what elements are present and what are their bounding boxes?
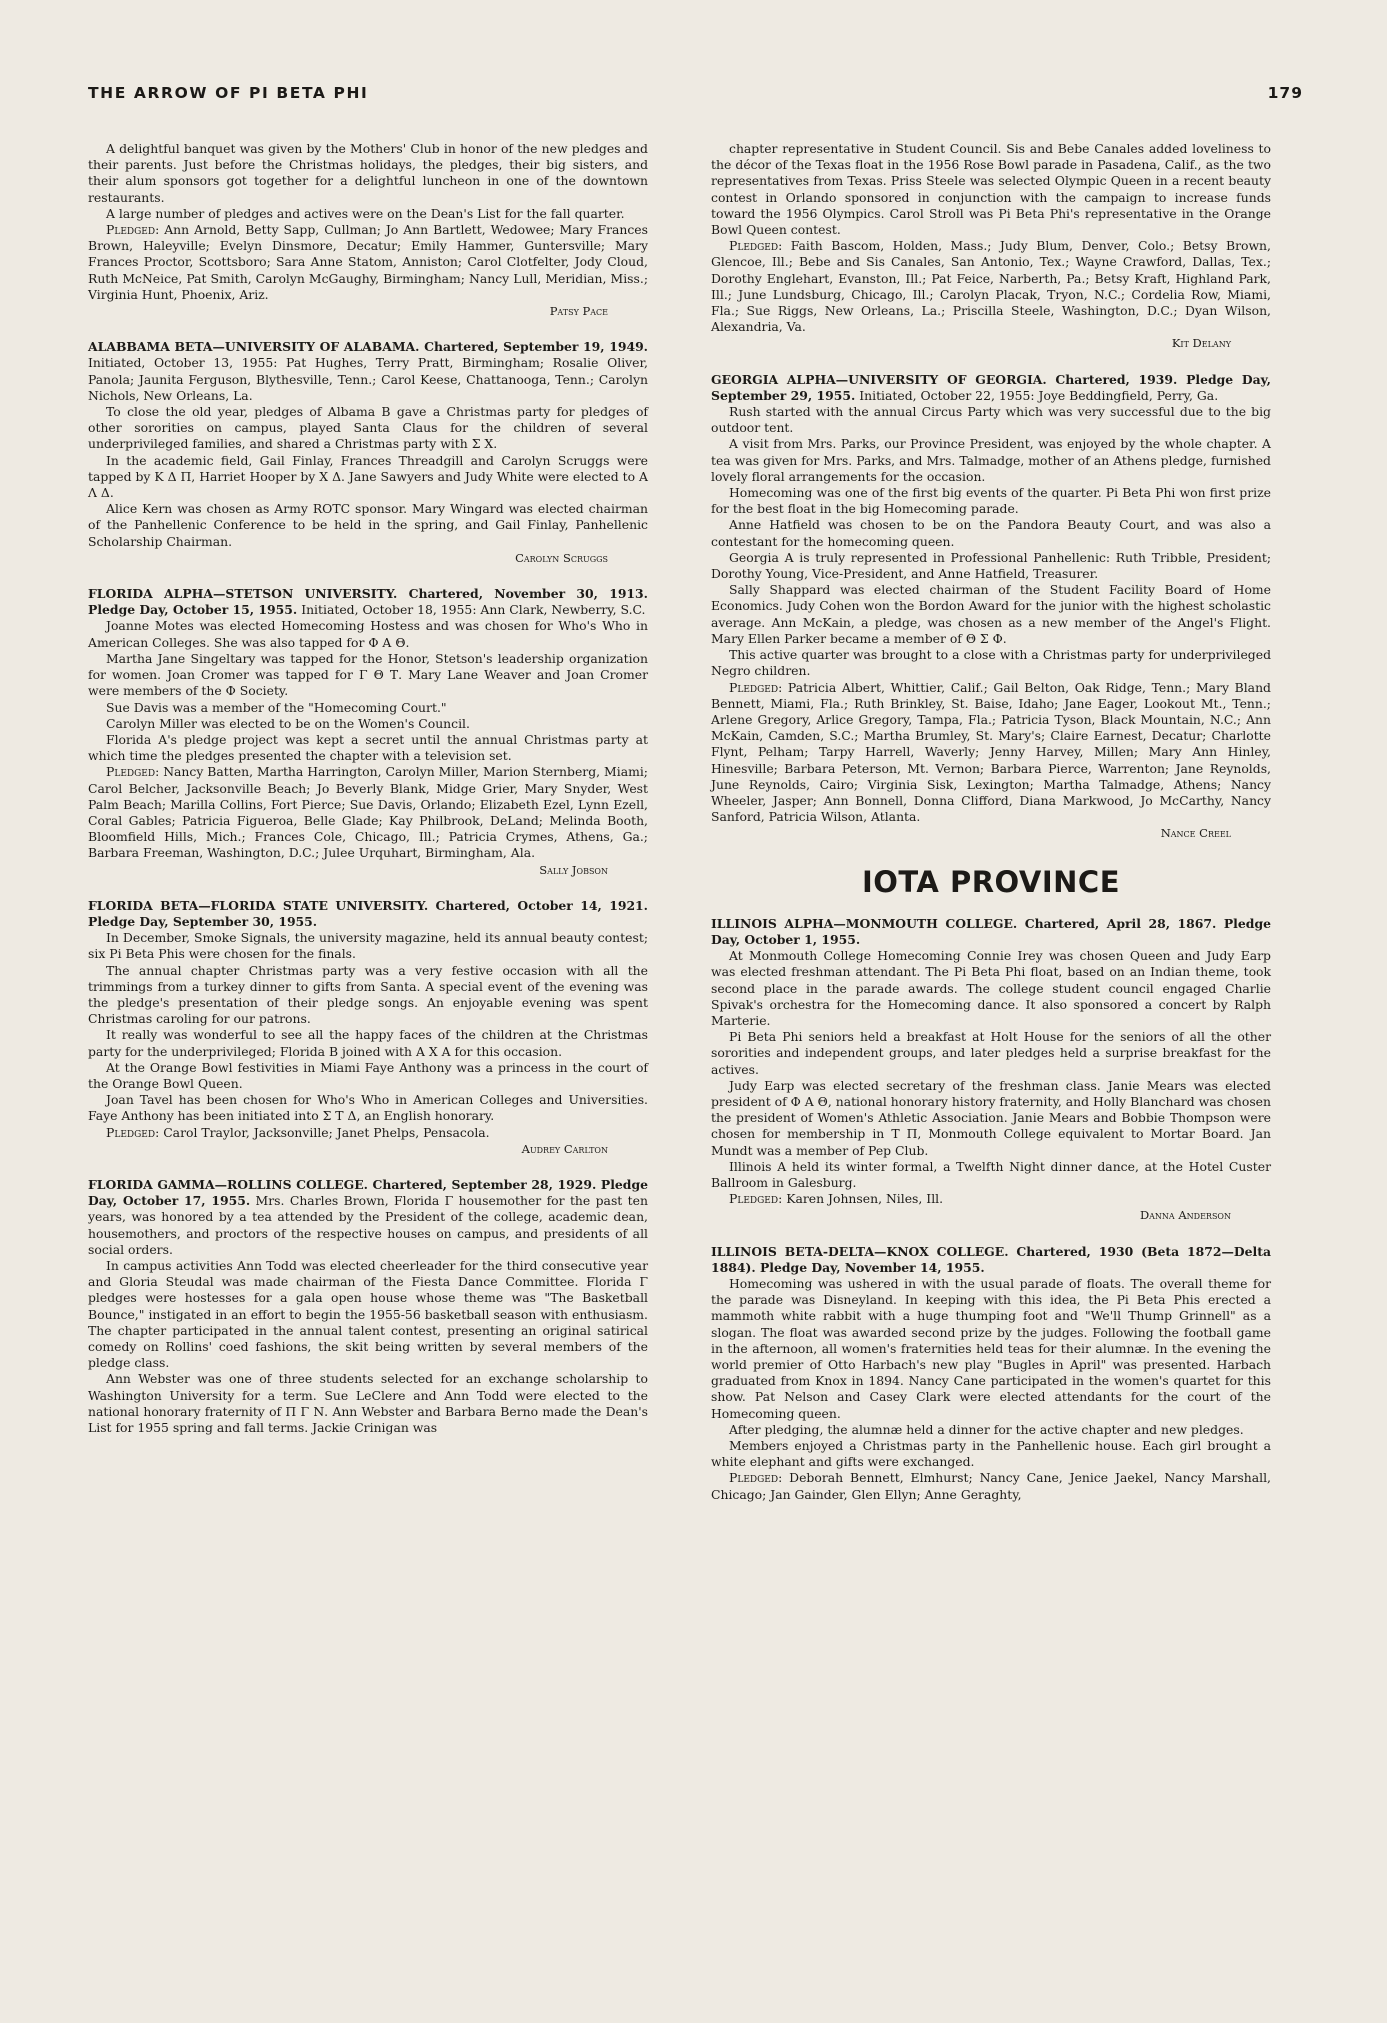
pledged-label: Pledged: [729, 1191, 783, 1207]
signature: Audrey Carlton [521, 1141, 608, 1156]
signature: Patsy Pace [549, 304, 608, 319]
paragraph [711, 485, 1271, 517]
paragraph-text: Joan Tavel has been chosen for Who's Who in American Colleges and Universities. Faye Anthony has been initiated into Σ Τ Δ, an English honorary. [88, 1092, 648, 1124]
paragraph [711, 1078, 1271, 1159]
paragraph [88, 1092, 648, 1124]
paragraph [711, 517, 1271, 549]
paragraph-text: At the Orange Bowl festivities in Miami Faye Anthony was a princess in the court of the Orange Bowl Queen. [88, 1059, 648, 1091]
paragraph-text: Nancy Batten, Martha Harrington, Carolyn Miller, Marion Sternberg, Miami; Carol Belcher, Jacksonville Beach; Jo Beverly Blank, Midge Grier, Mary Snyder, West Palm Beach; Marilla Collins, Fort Pierce; Sue Davis, Orlando; Elizabeth Ezel, Lynn Ezell, Coral Gables; Patricia Figueroa, Belle Glade; Kay Philbrook, DeLand; Melinda Booth, Bloomfield Hills, Mich.; Frances Cole, Chicago, Ill.; Patricia Crymes, Athens, Ga.; Barbara Freeman, Washington, D.C.; Julee Urquhart, Birmingham, Ala. [88, 764, 648, 861]
paragraph [88, 206, 648, 222]
chapter-heading [711, 916, 1271, 948]
paragraph [88, 732, 648, 764]
chapter-heading [711, 372, 1271, 404]
page-number: 179 [1267, 84, 1303, 102]
paragraph-text: Judy Earp was elected secretary of the freshman class. Janie Mears was elected president of Φ Α Θ, national honorary history fraternity, and Holly Blanchard was chosen the president of Women's Athletic Association. Janie Mears and Bobbie Thompson were chosen for membership in Τ Π, Monmouth College equivalent to Mortar Board. Jan Mundt was a member of Pep Club. [711, 1077, 1271, 1158]
paragraph [711, 550, 1271, 582]
running-header [88, 84, 1303, 110]
paragraph [88, 1060, 648, 1092]
paragraph-text: Florida A's pledge project was kept a secret until the annual Christmas party at which time the pledges presented the chapter with a television set. [88, 731, 648, 764]
paragraph [88, 1125, 648, 1141]
paragraph-text: Alice Kern was chosen as Army ROTC sponsor. Mary Wingard was elected chairman of the Panhellenic Conference to be held in the spring, and Gail Finlay, Panhellenic Scholarship Chairman. [88, 501, 648, 549]
paragraph-text: chapter representative in Student Council. Sis and Bebe Canales added loveliness to the décor of the Texas float in the 1956 Rose Bowl parade in Pasadena, Calif., as the two representatives from Texas. Priss Steele was selected Olympic Queen in a recent beauty contest in Orlando sponsored in conjunction with the campaign to increase funds toward the 1956 Olympics. Carol Stroll was Pi Beta Phi's representative in the Orange Bowl Queen contest. [711, 141, 1271, 238]
paragraph-text: Initiated, October 13, 1955: Pat Hughes, Terry Pratt, Birmingham; Rosalie Oliver, Panola; Jaunita Ferguson, Blythesville, Tenn.; Carol Keese, Chattanooga, Tenn.; Carolyn Nichols, New Orleans, La. [88, 355, 648, 403]
paragraph-text: Rush started with the annual Circus Party which was very successful due to the big outdoor tent. [711, 404, 1271, 436]
pledged-label: Pledged: [106, 1124, 160, 1140]
paragraph-text: Patricia Albert, Whittier, Calif.; Gail Belton, Oak Ridge, Tenn.; Mary Bland Bennett, Miami, Fla.; Ruth Brinkley, St. Baise, Idaho; Jane Eager, Lookout Mt., Tenn.; Arlene Gregory, Arlice Gregory, Tampa, Fla.; Patricia Tyson, Black Mountain, N.C.; Ann McKain, Camden, S.C.; Martha Brumley, St. Mary's; Claire Earnest, Decatur; Charlotte Flynt, Pelham; Tarpy Harrell, Waverly; Jenny Harvey, Millen; Mary Ann Hinley, Hinesville; Barbara Peterson, Mt. Vernon; Barbara Pierce, Warrenton; Jane Reynolds, June Reynolds, Cairo; Virginia Sisk, Lexington; Martha Talmadge, Athens; Nancy Wheeler, Jasper; Ann Bonnell, Donna Clifford, Diana Markwood, Jo McCarthy, Nancy Sanford, Patricia Wilson, Atlanta. [711, 679, 1271, 825]
paragraph-text: Faith Bascom, Holden, Mass.; Judy Blum, Denver, Colo.; Betsy Brown, Glencoe, Ill.; Bebe and Sis Canales, San Antonio, Tex.; Wayne Crawford, Dallas, Tex.; Dorothy Englehart, Evanston, Ill.; Pat Feice, Narberth, Pa.; Betsy Kraft, Highland Park, Ill.; June Lundsburg, Chicago, Ill.; Carolyn Placak, Tryon, N.C.; Cordelia Row, Miami, Fla.; Sue Riggs, New Orleans, La.; Priscilla Steele, Washington, D.C.; Dyan Wilson, Alexandria, Va. [711, 238, 1271, 335]
province-heading: IOTA PROVINCE [861, 864, 1121, 899]
paragraph-text: In campus activities Ann Todd was elected cheerleader for the third consecutive year and Gloria Steudal was made chairman of the Fiesta Dance Committee. Florida Γ pledges were hostesses for a gala open house whose theme was "The Basketball Bounce," instigated in an effort to begin the 1955-56 basketball season with enthusiasm. The chapter participated in the annual talent contest, presenting an original satirical comedy on Rollins' coed fashions, the skit being written by several members of the pledge class. [88, 1258, 648, 1371]
pledged-label: Pledged: [106, 764, 160, 780]
paragraph-text: Joanne Motes was elected Homecoming Hostess and was chosen for Who's Who in American Colleges. She was also tapped for Φ Α Θ. [88, 618, 648, 650]
paragraph [88, 1371, 648, 1436]
paragraph [711, 238, 1271, 335]
paragraph-text: Initiated, October 18, 1955: Ann Clark, Newberry, S.C. [301, 602, 646, 618]
paragraph-text: At Monmouth College Homecoming Connie Irey was chosen Queen and Judy Earp was elected freshman attendant. The Pi Beta Phi float, based on an Indian theme, took second place in the parade awards. The college student council engaged Charlie Spivak's orchestra for the Homecoming dance. It also sponsored a concert by Ralph Marterie. [711, 948, 1271, 1028]
paragraph [711, 1159, 1271, 1191]
left-column [88, 141, 648, 1991]
chapter-heading-text: FLORIDA BETA—FLORIDA STATE UNIVERSITY. Chartered, October 14, 1921. Pledge Day, September 30, 1955. [88, 897, 648, 929]
paragraph-text: Initiated, October 22, 1955: Joye Beddingfield, Perry, Ga. [859, 387, 1219, 403]
paragraph [711, 1191, 1271, 1207]
paragraph-text: Illinois A held its winter formal, a Twelfth Night dinner dance, at the Hotel Custer Ballroom in Galesburg. [711, 1158, 1271, 1190]
paragraph [88, 1027, 648, 1059]
paragraph-text: This active quarter was brought to a close with a Christmas party for underprivileged Negro children. [711, 647, 1271, 679]
chapter-heading-text: ALABBAMA BETA—UNIVERSITY OF ALABAMA. Chartered, September 19, 1949. [88, 339, 648, 355]
paragraph [88, 651, 648, 700]
chapter-heading [88, 339, 648, 404]
paragraph [711, 582, 1271, 647]
chapter-heading [711, 1244, 1271, 1276]
chapter-heading [88, 586, 648, 618]
signature: Carolyn Scruggs [515, 550, 608, 565]
signature: Danna Anderson [1139, 1208, 1231, 1223]
paragraph [88, 963, 648, 1028]
pledged-label: Pledged: [729, 679, 783, 695]
paragraph-text: Georgia A is truly represented in Professional Panhellenic: Ruth Tribble, President; Dorothy Young, Vice-President, and Anne Hatfield, Treasurer. [711, 549, 1271, 582]
paragraph-text: A large number of pledges and actives were on the Dean's List for the fall quarter. [106, 205, 625, 221]
chapter-heading-text: FLORIDA GAMMA—ROLLINS COLLEGE. Chartered, September 28, 1929. Pledge Day, October 17, 1955. [88, 1176, 648, 1209]
paragraph [711, 680, 1271, 826]
running-title: THE ARROW OF PI BETA PHI [88, 84, 369, 102]
paragraph [711, 647, 1271, 679]
paragraph [711, 1276, 1271, 1422]
paragraph [711, 141, 1271, 238]
paragraph [88, 141, 648, 206]
paragraph [88, 700, 648, 716]
paragraph-text: In December, Smoke Signals, the university magazine, held its annual beauty contest; six Pi Beta Phis were chosen for the finals. [88, 930, 648, 962]
paragraph-text: Ann Webster was one of three students selected for an exchange scholarship to Washington University for a term. Sue LeClere and Ann Todd were elected to the national honorary fraternity of Π Γ Ν. Ann Webster and Barbara Berno made the Dean's List for 1955 spring and fall terms. Jackie Crinigan was [88, 1371, 648, 1436]
pledged-label: Pledged: [729, 1470, 783, 1486]
chapter-heading-text: ILLINOIS BETA-DELTA—KNOX COLLEGE. Chartered, 1930 (Beta 1872—Delta 1884). Pledge Day, November 14, 1955. [711, 1243, 1271, 1275]
paragraph [711, 1029, 1271, 1078]
paragraph [711, 404, 1271, 436]
signature: Kit Delany [1171, 336, 1231, 351]
paragraph [88, 618, 648, 650]
paragraph [711, 436, 1271, 485]
paragraph-text: Members enjoyed a Christmas party in the Panhellenic house. Each girl brought a white elephant and gifts were exchanged. [711, 1438, 1271, 1470]
paragraph-text: A visit from Mrs. Parks, our Province President, was enjoyed by the whole chapter. A tea was given for Mrs. Parks, and Mrs. Talmadge, mother of an Athens pledge, furnished lovely floral arrangements for the occasion. [711, 436, 1271, 484]
pledged-label: Pledged: [729, 238, 783, 254]
right-column [711, 141, 1271, 1991]
signature: Nance Creel [1160, 826, 1231, 841]
paragraph [88, 1258, 648, 1371]
paragraph-text: Martha Jane Singeltary was tapped for the Honor, Stetson's leadership organization for women. Joan Cromer was tapped for Γ Θ Τ. Mary Lane Weaver and Joan Cromer were members of the Φ Society. [88, 650, 648, 699]
paragraph [711, 1438, 1271, 1470]
paragraph [88, 404, 648, 453]
paragraph-text: Carol Traylor, Jacksonville; Janet Phelps, Pensacola. [163, 1124, 490, 1140]
paragraph-text: Anne Hatfield was chosen to be on the Pandora Beauty Court, and was also a contestant for the homecoming queen. [711, 517, 1271, 549]
chapter-heading-text: FLORIDA ALPHA—STETSON UNIVERSITY. Chartered, November 30, 1913. Pledge Day, October 15, 1955. [88, 586, 648, 618]
paragraph-text: Sally Shappard was elected chairman of the Student Facility Board of Home Economics. Judy Cohen won the Bordon Award for the junior with the highest scholastic average. Ann McKain, a pledge, was chosen as a new member of the Angel's Flight. Mary Ellen Parker became a member of Θ Σ Φ. [711, 582, 1271, 646]
paragraph-text: Pi Beta Phi seniors held a breakfast at Holt House for the seniors of all the other sororities and independent groups, and later pledges held a surprise breakfast for the actives. [711, 1029, 1271, 1077]
pledged-label: Pledged: [106, 222, 160, 238]
paragraph-text: Deborah Bennett, Elmhurst; Nancy Cane, Jenice Jaekel, Nancy Marshall, Chicago; Jan Gainder, Glen Ellyn; Anne Geraghty, [711, 1470, 1271, 1502]
paragraph-text: In the academic field, Gail Finlay, Frances Threadgill and Carolyn Scruggs were tapped by K Δ Π, Harriet Hooper by X Δ. Jane Sawyers and Judy White were elected to A Λ Δ. [88, 452, 648, 501]
paragraph-text: Ann Arnold, Betty Sapp, Cullman; Jo Ann Bartlett, Wedowee; Mary Frances Brown, Haleyville; Evelyn Dinsmore, Decatur; Emily Hammer, Guntersville; Mary Frances Proctor, Scottsboro; Sara Anne Statom, Anniston; Carol Clotfelter, Jody Cloud, Ruth McNeice, Pat Smith, Carolyn McGaughy, Birmingham; Nancy Lull, Meridian, Miss.; Virginia Hunt, Phoenix, Ariz. [88, 222, 648, 302]
paragraph-text: It really was wonderful to see all the happy faces of the children at the Christmas party for the underprivileged; Florida B joined with A X A for this occasion. [88, 1027, 648, 1059]
paragraph-text: To close the old year, pledges of Albama B gave a Christmas party for pledges of other sororities on campus, played Santa Claus for the children of several underprivileged families, and shared a Christmas party with Σ X. [88, 404, 648, 452]
paragraph [88, 453, 648, 502]
chapter-heading-text: GEORGIA ALPHA—UNIVERSITY OF GEORGIA. Chartered, 1939. Pledge Day, September 29, 1955. [711, 371, 1271, 403]
paragraph-text: Karen Johnsen, Niles, Ill. [786, 1191, 944, 1207]
paragraph-text: Homecoming was ushered in with the usual parade of floats. The overall theme for the parade was Disneyland. In keeping with this idea, the Pi Beta Phis erected a mammoth white rabbit with a huge thumping foot and "We'll Thump Grinnell" as a slogan. The float was awarded second prize by the judges. Following the football game in the afternoon, all women's fraternities held teas for their alumnæ. In the evening the world premier of Otto Harbach's new play "Bugles in April" was presented. Harbach graduated from Knox in 1894. Nancy Cane participated in the women's quartet for this show. Pat Nelson and Casey Clark were elected attendants for the court of the Homecoming queen. [711, 1276, 1271, 1421]
paragraph [711, 1470, 1271, 1502]
paragraph [711, 948, 1271, 1029]
paragraph [88, 716, 648, 732]
paragraph-text: After pledging, the alumnæ held a dinner for the active chapter and new pledges. [729, 1421, 1244, 1437]
paragraph-text: Mrs. Charles Brown, Florida Γ housemother for the past ten years, was honored by a tea attended by the President of the college, academic dean, housemothers, and proctors of the respective houses on campus, and presidents of all social orders. [88, 1193, 648, 1257]
paragraph-text: Carolyn Miller was elected to be on the Women's Council. [106, 715, 470, 731]
paragraph [88, 764, 648, 861]
chapter-heading [88, 898, 648, 930]
paragraph-text: Sue Davis was a member of the "Homecoming Court." [106, 699, 447, 715]
paragraph-text: The annual chapter Christmas party was a very festive occasion with all the trimmings from a turkey dinner to gifts from Santa. A special event of the evening was the pledge's presentation of their pledge songs. An enjoyable evening was spent Christmas caroling for our patrons. [88, 962, 648, 1027]
chapter-heading [88, 1177, 648, 1258]
paragraph-text: A delightful banquet was given by the Mothers' Club in honor of the new pledges and their parents. Just before the Christmas holidays, the pledges, their big sisters, and their alum sponsors got together for a delightful luncheon in one of the downtown restaurants. [88, 141, 648, 205]
paragraph [711, 1422, 1271, 1438]
signature: Sally Jobson [539, 862, 608, 877]
paragraph [88, 501, 648, 550]
paragraph [88, 930, 648, 962]
paragraph [88, 222, 648, 303]
paragraph-text: Homecoming was one of the first big events of the quarter. Pi Beta Phi won first prize for the best float in the big Homecoming parade. [711, 485, 1271, 517]
chapter-heading-text: ILLINOIS ALPHA—MONMOUTH COLLEGE. Chartered, April 28, 1867. Pledge Day, October 1, 1955. [711, 915, 1271, 947]
